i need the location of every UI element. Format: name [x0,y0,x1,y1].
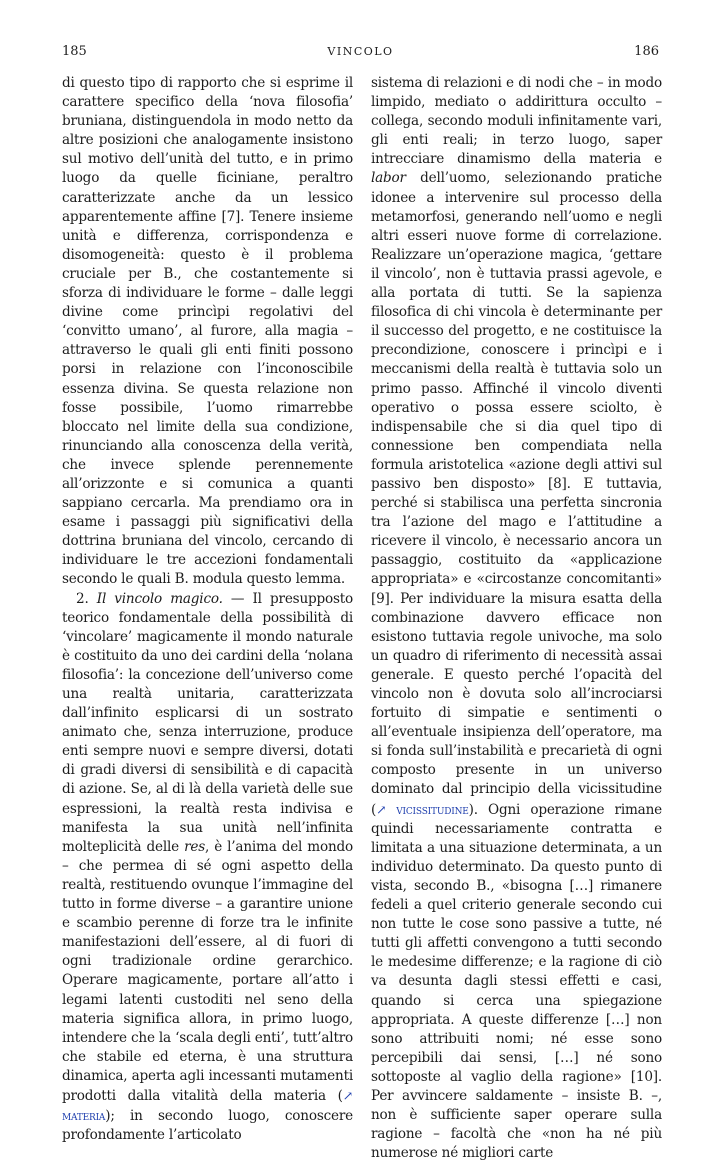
paragraph-text: sistema di relazioni e di nodi che – in modo limpido, mediato o addirittura occulto – collega, secondo moduli infinitamente vari, gli enti reali; in terzo luogo, saper intrecciare dinamismo della materia e [371,75,662,168]
paragraph-text: ). Ogni operazione rimane quindi necessariamente contratta e limitata a una situazione determinata, a un individuo determinato. Da questo punto di vista, secondo B., «bisogna […] rimanere fedeli a quel criterio generale secondo cui non tutte le cose sono passive a tutte, né tutti gli affetti convengono a tutti secondo le medesime differenze; e la ragione di ciò va desunta dagli stessi effetti e casi, quando si cerca una spiegazione appropriata. A queste differenze […] non sono attribuiti nomi; né esse sono percepibili dai sensi, […] né sono sottoposte al vaglio della ragione» [10]. Per avvincere saldamente – insiste B. –, non è sufficiente saper operare sulla ragione – facoltà che «non ha né più numerose né migliori carte [371,801,662,1162]
cross-reference-vicissitudine[interactable] [376,802,469,817]
page-number-left: 185 [62,44,87,59]
running-header [62,44,659,64]
section-heading: Il vincolo magico. [96,590,223,607]
paragraph-intro: di questo tipo di rapporto che si esprime il carattere specifico della ‘nova filosofia’ bruniana, distinguendola in modo netto da altre posizioni che analogamente insistono sul motivo dell’unità del tutto, e in primo luogo da quelle ficiniane, peraltro caratterizzate anche da un lessico apparentemente affine [7]. Tenere insieme unità e differenza, corrispondenza e disomogeneità: questo è il problema cruciale per B., che costantemente si sforza di individuare le forme – dalle leggi divine come princìpi regolativi del ‘convitto umano’, al furore, alla magia – attraverso le quali gli enti finiti possono porsi in relazione con l’inconoscibile essenza divina. Se questa relazione non fosse possibile, l’uomo rimarrebbe bloccato nel limite della sua condizione, rinunciando alla conoscenza della verità, che invece splende perennemente all’orizzonte e si comunica a quanti sappiano cercarla. Ma prendiamo ora in esame i passaggi più significativi della dottrina bruniana del vincolo, cercando di individuare le tre accezioni fondamentali secondo le quali B. modula questo lemma. [62,75,353,588]
paragraph-text: ); in secondo luogo, conoscere profondamente l’articolato [62,1108,353,1144]
paragraph-text: — Il presupposto teorico fondamentale della possibilità di ‘vincolare’ magicamente il mondo naturale è costituito da uno dei cardini della ‘nolana filosofia’: la concezione dell’universo come una realtà unitaria, caratterizzata dall’infinito esplicarsi di un sostrato animato che, senza interruzione, produce enti sempre nuovi e sempre diversi, dotati di gradi diversi di sensibilità e di capacità di azione. Se, al di là della varietà delle sue espressioni, la realtà resta indivisa e manifesta la sua unità nell’infinita molteplicità delle [62,590,354,855]
paragraph-vincolo-magico [62,590,353,1146]
paragraph-continuation [371,74,662,1163]
right-column [371,74,662,1163]
cross-reference-label: materia [62,1108,106,1124]
cross-reference-label: vicissitudine [386,801,469,817]
section-number: 2. [76,590,89,607]
italic-term: labor [371,170,406,187]
page-number-right: 186 [634,44,659,59]
arrow-icon: ↗ [376,801,387,817]
paragraph-text: , è l’anima del mondo – che permea di sé ogni aspetto della realtà, restituendo ovunque l’immagine del tutto in forme diverse – a garantire unione e scambio perenne di forze tra le infinite manifestazioni dell’essere, al di fuori di ogni tradizionale ordine gerarchico. Operare magicamente, portare all’atto i legami latenti custoditi nel seno della materia significa allora, in primo luogo, intendere che la ‘scala degli enti’, tutt’altro che stabile ed eterna, è una struttura dinamica, aperta agli incessanti mutamenti prodotti dalla vitalità della materia ( [62,838,353,1104]
arrow-icon: ↗ [342,1087,353,1103]
italic-term: res [184,838,206,855]
paragraph-text: dell’uomo, selezionando pratiche idonee a intervenire sul processo della metamorfosi, generando nell’uomo e negli altri esseri nuove forme di correlazione. Realizzare un’operazione magica, ‘gettare il vincolo’, non è tuttavia prassi agevole, e alla portata di tutti. Se la sapienza filosofica di chi vincola è determinante per il successo del progetto, e ne costituisce la precondizione, conoscere i princìpi e i meccanismi della realtà è tuttavia solo un primo passo. Affinché il vincolo diventi operativo o possa essere sciolto, è indispensabile che si dia quel tipo di connessione ben compendiata nella formula aristotelica «azione degli attivi sul passivo ben disposto» [8]. E tuttavia, perché si stabilisca una perfetta sincronia tra l’azione del mago e l’attitudine a ricevere il vincolo, è necessario ancora un passaggio, costituito da «applicazione appropriata» e «circostanze concomitanti» [9]. Per individuare la misura esatta della combinazione davvero efficace non esistono tuttavia regole univoche, ma solo un quadro di riferimento di necessità assai generale. E questo perché l’opacità del vincolo non è dovuta solo all’incrociarsi fortuito di simpatie e sentimenti o all’eventuale insipienza dell’operatore, ma si fonda sull’instabilità e precarietà di ogni composto presente in un universo dominato dal principio della vicissitudine ( [371,170,662,818]
running-title: VINCOLO [327,45,394,58]
left-column [62,74,353,1145]
